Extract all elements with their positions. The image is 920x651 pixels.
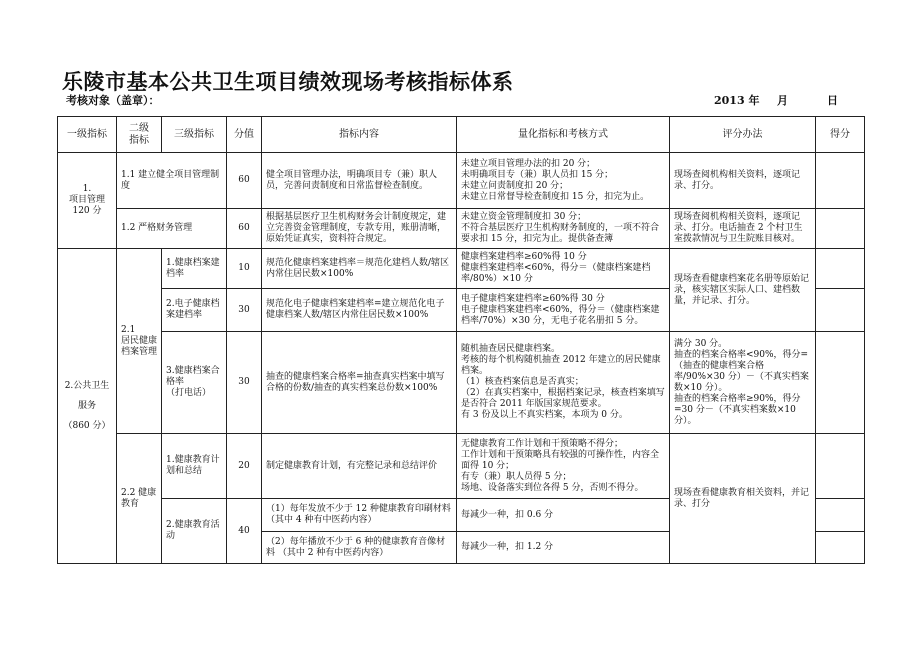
method-cell: 满分 30 分。 抽查的档案合格率<90%，得分=（抽查的健康档案合格率/90%×30 分）－（不真实档案数×10 分）。 抽查的档案合格率≥90%，得分=30 分－（不真实档案数×10 分）。 [670, 332, 816, 434]
content-cell: 规范化电子健康档案建档率=建立规范化电子健康档案人数/辖区内常住居民数×100% [262, 289, 457, 332]
table-row [58, 249, 865, 289]
quant-cell: 未建立资金管理制度扣 30 分； 不符合基层医疗卫生机构财务制度的，一项不符合要求扣 15 分，扣完为止。提供备查簿 [457, 209, 670, 249]
score-cell: 30 [227, 332, 262, 434]
level3-cell: 2.电子健康档案建档率 [162, 289, 227, 332]
level1-cell: 1. 项目管理 120 分 [58, 153, 117, 249]
score-cell: 40 [227, 499, 262, 564]
header-content: 指标内容 [262, 117, 457, 153]
result-cell[interactable] [816, 332, 865, 434]
content-cell: 健全项目管理办法，明确项目专（兼）职人员，完善问责制度和日常监督检查制度。 [262, 153, 457, 209]
content-cell: 根据基层医疗卫生机构财务会计制度规定，建立完善资金管理制度，专款专用，账册清晰，原始凭证真实，资料符合规定。 [262, 209, 457, 249]
assessment-target-label: 考核对象（盖章）： [66, 94, 160, 107]
result-cell[interactable] [816, 532, 865, 564]
quant-cell: 每减少一种，扣 0.6 分 [457, 499, 670, 532]
result-cell[interactable] [816, 249, 865, 289]
header-score: 分值 [227, 117, 262, 153]
score-cell: 60 [227, 209, 262, 249]
score-cell: 30 [227, 289, 262, 332]
result-cell[interactable] [816, 209, 865, 249]
quant-cell: 随机抽查居民健康档案。 考核的每个机构随机抽查 2012 年建立的居民健康档案。 （1）核查档案信息是否真实； （2）在真实档案中，根据档案记录，核查档案填写是否符合 2011 年版国家规范要求。 有 3 份及以上不真实档案，本项为 0 分。 [457, 332, 670, 434]
header-level1: 一级指标 [58, 117, 117, 153]
quant-cell: 健康档案建档率≥60%得 10 分 健康档案建档率<60%，得分＝（健康档案建档率/80%）×10 分 [457, 249, 670, 289]
header-level2: 二级 指标 [117, 117, 162, 153]
date-year: 2013 年 [714, 94, 760, 107]
level3-cell: 2.健康教育活动 [162, 499, 227, 564]
table-row [58, 153, 865, 209]
level2-cell: 2.2 健康教育 [117, 434, 162, 564]
score-cell: 20 [227, 434, 262, 499]
quant-cell: 无健康教育工作计划和干预策略不得分； 工作计划和干预策略具有较强的可操作性，内容全面得 10 分； 有专（兼）职人员得 5 分； 场地、设备落实到位各得 5 分，否则不得分。 [457, 434, 670, 499]
header-quant: 量化指标和考核方式 [457, 117, 670, 153]
level3-cell: 3.健康档案合格率 （打电话） [162, 332, 227, 434]
level3-cell: 1.健康档案建档率 [162, 249, 227, 289]
header-level3: 三级指标 [162, 117, 227, 153]
document-title: 乐陵市基本公共卫生项目绩效现场考核指标体系 [62, 70, 514, 94]
level2-cell: 1.2 严格财务管理 [117, 209, 227, 249]
content-cell: （2）每年播放不少于 6 种的健康教育音像材料 （其中 2 种有中医药内容） [262, 532, 457, 564]
level3-cell: 1.健康教育计划和总结 [162, 434, 227, 499]
table-header-row [58, 117, 865, 153]
table-row [58, 434, 865, 499]
method-cell: 现场查阅机构相关资料，逐项记录、打分。 [670, 153, 816, 209]
result-cell[interactable] [816, 153, 865, 209]
score-cell: 10 [227, 249, 262, 289]
date-day: 日 [827, 94, 838, 107]
result-cell[interactable] [816, 289, 865, 332]
table-row [58, 332, 865, 434]
content-cell: （1）每年发放不少于 12 种健康教育印刷材料（其中 4 种有中医药内容） [262, 499, 457, 532]
method-cell: 现场查阅机构相关资料，逐项记录、打分。电话抽查 2 个村卫生室拨款情况与卫生院账目核对。 [670, 209, 816, 249]
indicator-table [57, 116, 865, 564]
result-cell[interactable] [816, 434, 865, 499]
content-cell: 抽查的健康档案合格率=抽查真实档案中填写合格的份数/抽查的真实档案总份数×100% [262, 332, 457, 434]
header-result: 得分 [816, 117, 865, 153]
quant-cell: 未建立项目管理办法的扣 20 分； 未明确项目专（兼）职人员扣 15 分； 未建立问责制度扣 20 分； 未建立日常督导检查制度扣 15 分，扣完为止。 [457, 153, 670, 209]
date-line [714, 92, 838, 108]
level1-cell: 2.公共卫生 服务 （860 分） [58, 249, 117, 564]
quant-cell: 每减少一种，扣 1.2 分 [457, 532, 670, 564]
score-cell: 60 [227, 153, 262, 209]
content-cell: 制定健康教育计划，有完整记录和总结评价 [262, 434, 457, 499]
table-row [58, 209, 865, 249]
content-cell: 规范化健康档案建档率＝规范化建档人数/辖区内常住居民数×100% [262, 249, 457, 289]
quant-cell: 电子健康档案建档率≥60%得 30 分 电子健康档案建档率<60%，得分＝（健康档案建档率/70%）×30 分，无电子花名册扣 5 分。 [457, 289, 670, 332]
level2-cell: 1.1 建立健全项目管理制度 [117, 153, 227, 209]
result-cell[interactable] [816, 499, 865, 532]
method-cell: 现场查看健康教育相关资料，并记录、打分 [670, 434, 816, 564]
method-cell: 现场查看健康档案花名册等原始记录，核实辖区实际人口、建档数量，并记录、打分。 [670, 249, 816, 332]
date-month: 月 [777, 94, 788, 107]
level2-cell: 2.1 居民健康档案管理 [117, 249, 162, 434]
header-method: 评分办法 [670, 117, 816, 153]
